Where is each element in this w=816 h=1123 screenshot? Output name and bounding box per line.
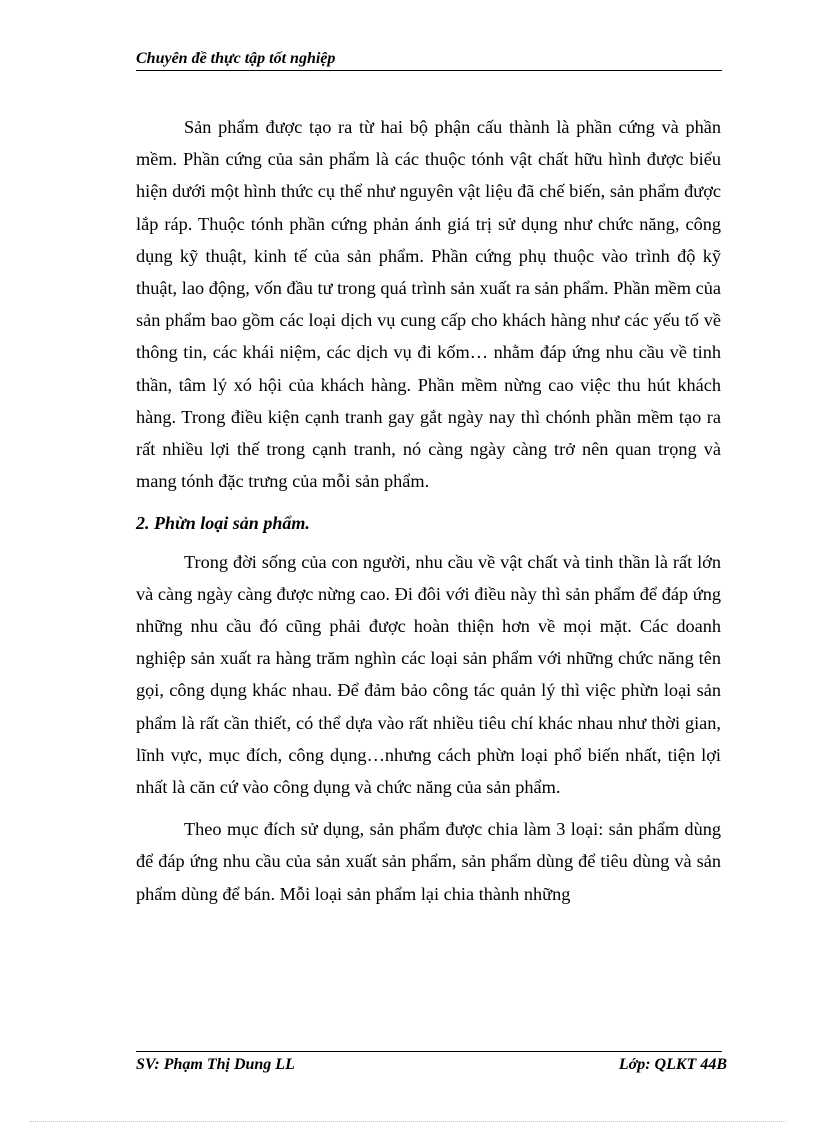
page-bottom-border [30, 1121, 786, 1122]
paragraph-purpose-types: Theo mục đích sử dụng, sản phẩm được chia làm 3 loại: sản phẩm dùng để đáp ứng nhu cầu của sản xuất sản phẩm, sản phẩm dùng để tiêu dùng và sản phẩm dùng để bán. Mỗi loại sản phẩm lại chia thành những [136, 819, 721, 904]
footer-class: Lớp: QLKT 44B [618, 1056, 727, 1073]
page-header-title: Chuyên đề thực tập tốt nghiệp [136, 50, 336, 67]
footer-student-name: SV: Phạm Thị Dung LL [136, 1056, 295, 1073]
paragraph-product-components: Sản phẩm được tạo ra từ hai bộ phận cấu thành là phần cứng và phần mềm. Phần cứng của sản phẩm là các thuộc tónh vật chất hữu hình được biểu hiện dưới một hình thức cụ thể như nguyên vật liệu đã chế biến, sản phẩm được lắp ráp. Thuộc tónh phần cứng phản ánh giá trị sử dụng như chức năng, công dụng kỹ thuật, kinh tế của sản phẩm. Phần cứng phụ thuộc vào trình độ kỹ thuật, lao động, vốn đầu tư trong quá trình sản xuất ra sản phẩm. Phần mềm của sản phẩm bao gồm các loại dịch vụ cung cấp cho khách hàng như các yếu tố về thông tin, các khái niệm, các dịch vụ đi kốm… nhằm đáp ứng nhu cầu về tinh thần, tâm lý xó hội của khách hàng. Phần mềm nừng cao việc thu hút khách hàng. Trong điều kiện cạnh tranh gay gắt ngày nay thì chónh phần mềm tạo ra rất nhiều lợi thế trong cạnh tranh, nó càng ngày càng trở nên quan trọng và mang tónh đặc trưng của mỗi sản phẩm. [136, 117, 721, 492]
document-body [136, 111, 721, 910]
section-heading-classification: 2. Phừn loại sản phẩm. [136, 513, 310, 534]
header-divider [136, 70, 722, 71]
footer-divider [136, 1051, 722, 1052]
paragraph-classification: Trong đời sống của con người, nhu cầu về vật chất và tinh thần là rất lớn và càng ngày càng được nừng cao. Đi đôi với điều này thì sản phẩm để đáp ứng những nhu cầu đó cũng phải được hoàn thiện hơn về mọi mặt. Các doanh nghiệp sản xuất ra hàng trăm nghìn các loại sản phẩm với những chức năng tên gọi, công dụng khác nhau. Để đảm bảo công tác quản lý thì việc phừn loại sản phẩm là rất cần thiết, có thể dựa vào rất nhiều tiêu chí khác nhau như thời gian, lĩnh vực, mục đích, công dụng…nhưng cách phừn loại phổ biến nhất, tiện lợi nhất là căn cứ vào công dụng và chức năng của sản phẩm. [136, 551, 721, 798]
